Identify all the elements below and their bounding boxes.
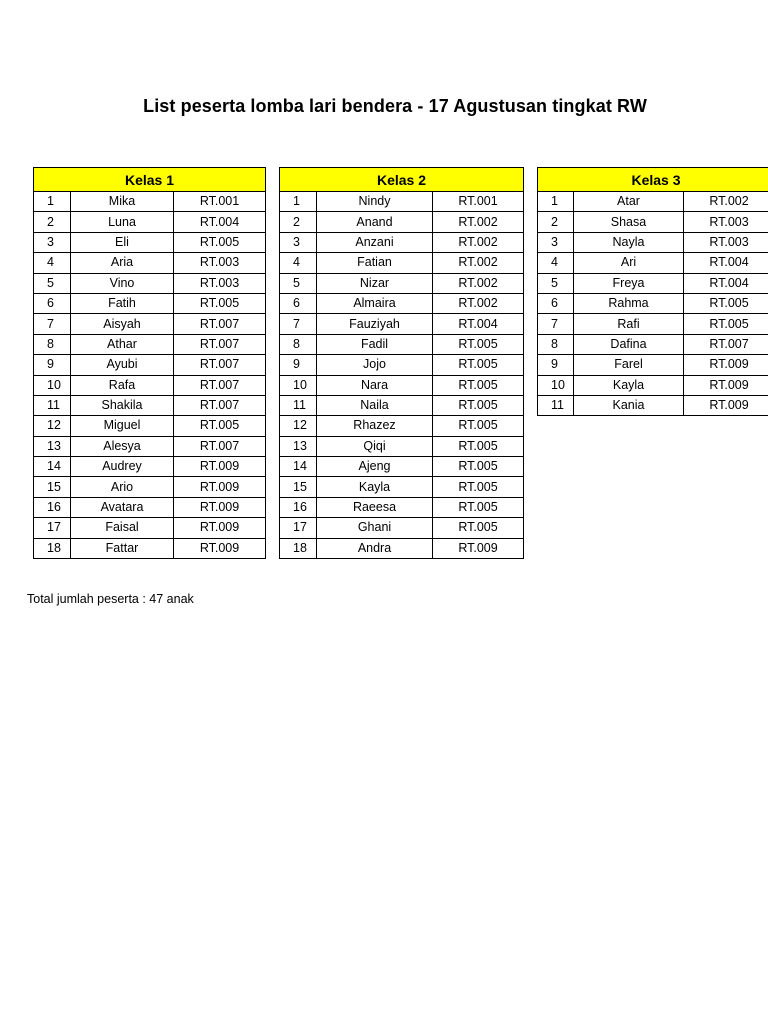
row-number: 4 — [34, 253, 71, 273]
table-row — [34, 436, 266, 456]
table-row — [280, 334, 524, 354]
participant-name: Shasa — [574, 212, 684, 232]
total-participants: Total jumlah peserta : 47 anak — [27, 592, 194, 606]
row-number: 13 — [34, 436, 71, 456]
table-row — [280, 416, 524, 436]
row-number: 13 — [280, 436, 317, 456]
participant-name: Aisyah — [71, 314, 174, 334]
table-row — [34, 497, 266, 517]
participant-name: Athar — [71, 334, 174, 354]
table-row — [34, 212, 266, 232]
participant-name: Naila — [317, 395, 433, 415]
participant-name: Jojo — [317, 355, 433, 375]
participant-name: Vino — [71, 273, 174, 293]
participant-name: Miguel — [71, 416, 174, 436]
participant-name: Alesya — [71, 436, 174, 456]
row-number: 8 — [280, 334, 317, 354]
row-number: 7 — [280, 314, 317, 334]
row-number: 15 — [34, 477, 71, 497]
participant-name: Luna — [71, 212, 174, 232]
rt-code: RT.002 — [433, 293, 524, 313]
row-number: 5 — [280, 273, 317, 293]
participant-name: Audrey — [71, 457, 174, 477]
rt-code: RT.009 — [684, 395, 768, 415]
rt-code: RT.005 — [684, 293, 768, 313]
table-row — [34, 293, 266, 313]
kelas-2-table — [279, 167, 524, 559]
participant-name: Fadil — [317, 334, 433, 354]
participant-name: Ario — [71, 477, 174, 497]
row-number: 12 — [280, 416, 317, 436]
row-number: 18 — [280, 538, 317, 558]
rt-code: RT.005 — [433, 395, 524, 415]
table-row — [280, 273, 524, 293]
participant-name: Dafina — [574, 334, 684, 354]
participant-name: Atar — [574, 192, 684, 212]
row-number: 14 — [34, 457, 71, 477]
table-row — [280, 538, 524, 558]
row-number: 3 — [34, 232, 71, 252]
table-row — [34, 253, 266, 273]
row-number: 5 — [34, 273, 71, 293]
participant-name: Mika — [71, 192, 174, 212]
row-number: 6 — [280, 293, 317, 313]
row-number: 15 — [280, 477, 317, 497]
rt-code: RT.007 — [174, 395, 266, 415]
page-title: List peserta lomba lari bendera - 17 Agustusan tingkat RW — [143, 96, 647, 116]
rt-code: RT.007 — [174, 375, 266, 395]
rt-code: RT.004 — [433, 314, 524, 334]
row-number: 5 — [538, 273, 574, 293]
row-number: 9 — [280, 355, 317, 375]
participant-name: Nara — [317, 375, 433, 395]
table-row — [280, 518, 524, 538]
rt-code: RT.002 — [433, 212, 524, 232]
table-row — [34, 477, 266, 497]
row-number: 2 — [280, 212, 317, 232]
row-number: 17 — [34, 518, 71, 538]
table-row — [34, 334, 266, 354]
rt-code: RT.005 — [174, 232, 266, 252]
table-row — [538, 334, 768, 354]
table-row — [280, 355, 524, 375]
table-row — [34, 273, 266, 293]
table-row — [280, 293, 524, 313]
table-row — [280, 497, 524, 517]
rt-code: RT.009 — [684, 375, 768, 395]
row-number: 10 — [280, 375, 317, 395]
participant-name: Nayla — [574, 232, 684, 252]
rt-code: RT.005 — [433, 375, 524, 395]
table-row — [280, 375, 524, 395]
rt-code: RT.003 — [174, 273, 266, 293]
rt-code: RT.009 — [174, 457, 266, 477]
rt-code: RT.007 — [174, 334, 266, 354]
table-row — [34, 518, 266, 538]
participant-name: Anand — [317, 212, 433, 232]
participant-name: Rafa — [71, 375, 174, 395]
rt-code: RT.003 — [684, 232, 768, 252]
rt-code: RT.009 — [174, 518, 266, 538]
row-number: 17 — [280, 518, 317, 538]
participant-name: Anzani — [317, 232, 433, 252]
participant-name: Avatara — [71, 497, 174, 517]
table-row — [538, 253, 768, 273]
row-number: 4 — [280, 253, 317, 273]
table-header: Kelas 3 — [538, 168, 768, 192]
participant-name: Ayubi — [71, 355, 174, 375]
participant-name: Farel — [574, 355, 684, 375]
table-row — [538, 293, 768, 313]
participant-name: Faisal — [71, 518, 174, 538]
participant-name: Aria — [71, 253, 174, 273]
rt-code: RT.004 — [174, 212, 266, 232]
table-row — [280, 457, 524, 477]
participant-name: Fattar — [71, 538, 174, 558]
rt-code: RT.005 — [433, 477, 524, 497]
row-number: 16 — [34, 497, 71, 517]
row-number: 2 — [34, 212, 71, 232]
participant-name: Rafi — [574, 314, 684, 334]
table-row — [34, 416, 266, 436]
row-number: 9 — [34, 355, 71, 375]
row-number: 10 — [34, 375, 71, 395]
row-number: 6 — [34, 293, 71, 313]
participant-name: Ari — [574, 253, 684, 273]
rt-code: RT.002 — [433, 232, 524, 252]
rt-code: RT.004 — [684, 253, 768, 273]
rt-code: RT.005 — [433, 497, 524, 517]
table-row — [34, 314, 266, 334]
kelas-1-table — [33, 167, 266, 559]
row-number: 11 — [280, 395, 317, 415]
rt-code: RT.005 — [433, 518, 524, 538]
table-row — [280, 253, 524, 273]
participant-name: Fatih — [71, 293, 174, 313]
participant-name: Eli — [71, 232, 174, 252]
row-number: 3 — [280, 232, 317, 252]
rt-code: RT.005 — [174, 293, 266, 313]
rt-code: RT.005 — [433, 355, 524, 375]
rt-code: RT.002 — [684, 192, 768, 212]
participant-name: Shakila — [71, 395, 174, 415]
rt-code: RT.009 — [684, 355, 768, 375]
rt-code: RT.007 — [174, 314, 266, 334]
rt-code: RT.009 — [174, 538, 266, 558]
table-row — [280, 314, 524, 334]
row-number: 11 — [538, 395, 574, 415]
rt-code: RT.001 — [433, 192, 524, 212]
rt-code: RT.009 — [174, 497, 266, 517]
participant-name: Andra — [317, 538, 433, 558]
table-row — [538, 232, 768, 252]
table-row — [538, 273, 768, 293]
row-number: 16 — [280, 497, 317, 517]
rt-code: RT.007 — [174, 355, 266, 375]
table-row — [34, 355, 266, 375]
rt-code: RT.003 — [684, 212, 768, 232]
participant-name: Kayla — [317, 477, 433, 497]
row-number: 8 — [538, 334, 574, 354]
table-row — [280, 232, 524, 252]
rt-code: RT.002 — [433, 273, 524, 293]
row-number: 7 — [538, 314, 574, 334]
rt-code: RT.005 — [433, 416, 524, 436]
participant-name: Kania — [574, 395, 684, 415]
rt-code: RT.007 — [684, 334, 768, 354]
participant-name: Freya — [574, 273, 684, 293]
table-row — [538, 314, 768, 334]
participant-name: Nindy — [317, 192, 433, 212]
row-number: 1 — [538, 192, 574, 212]
row-number: 8 — [34, 334, 71, 354]
row-number: 1 — [34, 192, 71, 212]
rt-code: RT.005 — [433, 436, 524, 456]
table-row — [280, 212, 524, 232]
row-number: 10 — [538, 375, 574, 395]
rt-code: RT.005 — [174, 416, 266, 436]
table-header: Kelas 2 — [280, 168, 524, 192]
participant-name: Raeesa — [317, 497, 433, 517]
table-row — [34, 375, 266, 395]
table-header: Kelas 1 — [34, 168, 266, 192]
row-number: 9 — [538, 355, 574, 375]
row-number: 1 — [280, 192, 317, 212]
rt-code: RT.002 — [433, 253, 524, 273]
participant-name: Rhazez — [317, 416, 433, 436]
rt-code: RT.007 — [174, 436, 266, 456]
row-number: 12 — [34, 416, 71, 436]
table-row — [280, 192, 524, 212]
table-row — [280, 395, 524, 415]
participant-name: Nizar — [317, 273, 433, 293]
table-row — [280, 477, 524, 497]
table-row — [34, 457, 266, 477]
table-row — [34, 232, 266, 252]
participant-name: Kayla — [574, 375, 684, 395]
participant-name: Fatian — [317, 253, 433, 273]
row-number: 2 — [538, 212, 574, 232]
row-number: 18 — [34, 538, 71, 558]
row-number: 6 — [538, 293, 574, 313]
rt-code: RT.001 — [174, 192, 266, 212]
participant-name: Rahma — [574, 293, 684, 313]
rt-code: RT.004 — [684, 273, 768, 293]
participant-name: Qiqi — [317, 436, 433, 456]
table-row — [538, 212, 768, 232]
participant-name: Almaira — [317, 293, 433, 313]
table-row — [538, 395, 768, 415]
table-row — [34, 192, 266, 212]
participant-name: Fauziyah — [317, 314, 433, 334]
kelas-3-table — [537, 167, 768, 416]
table-row — [538, 375, 768, 395]
rt-code: RT.005 — [433, 457, 524, 477]
row-number: 14 — [280, 457, 317, 477]
row-number: 3 — [538, 232, 574, 252]
rt-code: RT.003 — [174, 253, 266, 273]
rt-code: RT.005 — [684, 314, 768, 334]
rt-code: RT.009 — [433, 538, 524, 558]
row-number: 4 — [538, 253, 574, 273]
table-row — [34, 538, 266, 558]
participant-name: Ajeng — [317, 457, 433, 477]
table-row — [280, 436, 524, 456]
table-row — [538, 192, 768, 212]
row-number: 7 — [34, 314, 71, 334]
rt-code: RT.005 — [433, 334, 524, 354]
row-number: 11 — [34, 395, 71, 415]
participant-name: Ghani — [317, 518, 433, 538]
table-row — [538, 355, 768, 375]
rt-code: RT.009 — [174, 477, 266, 497]
table-row — [34, 395, 266, 415]
